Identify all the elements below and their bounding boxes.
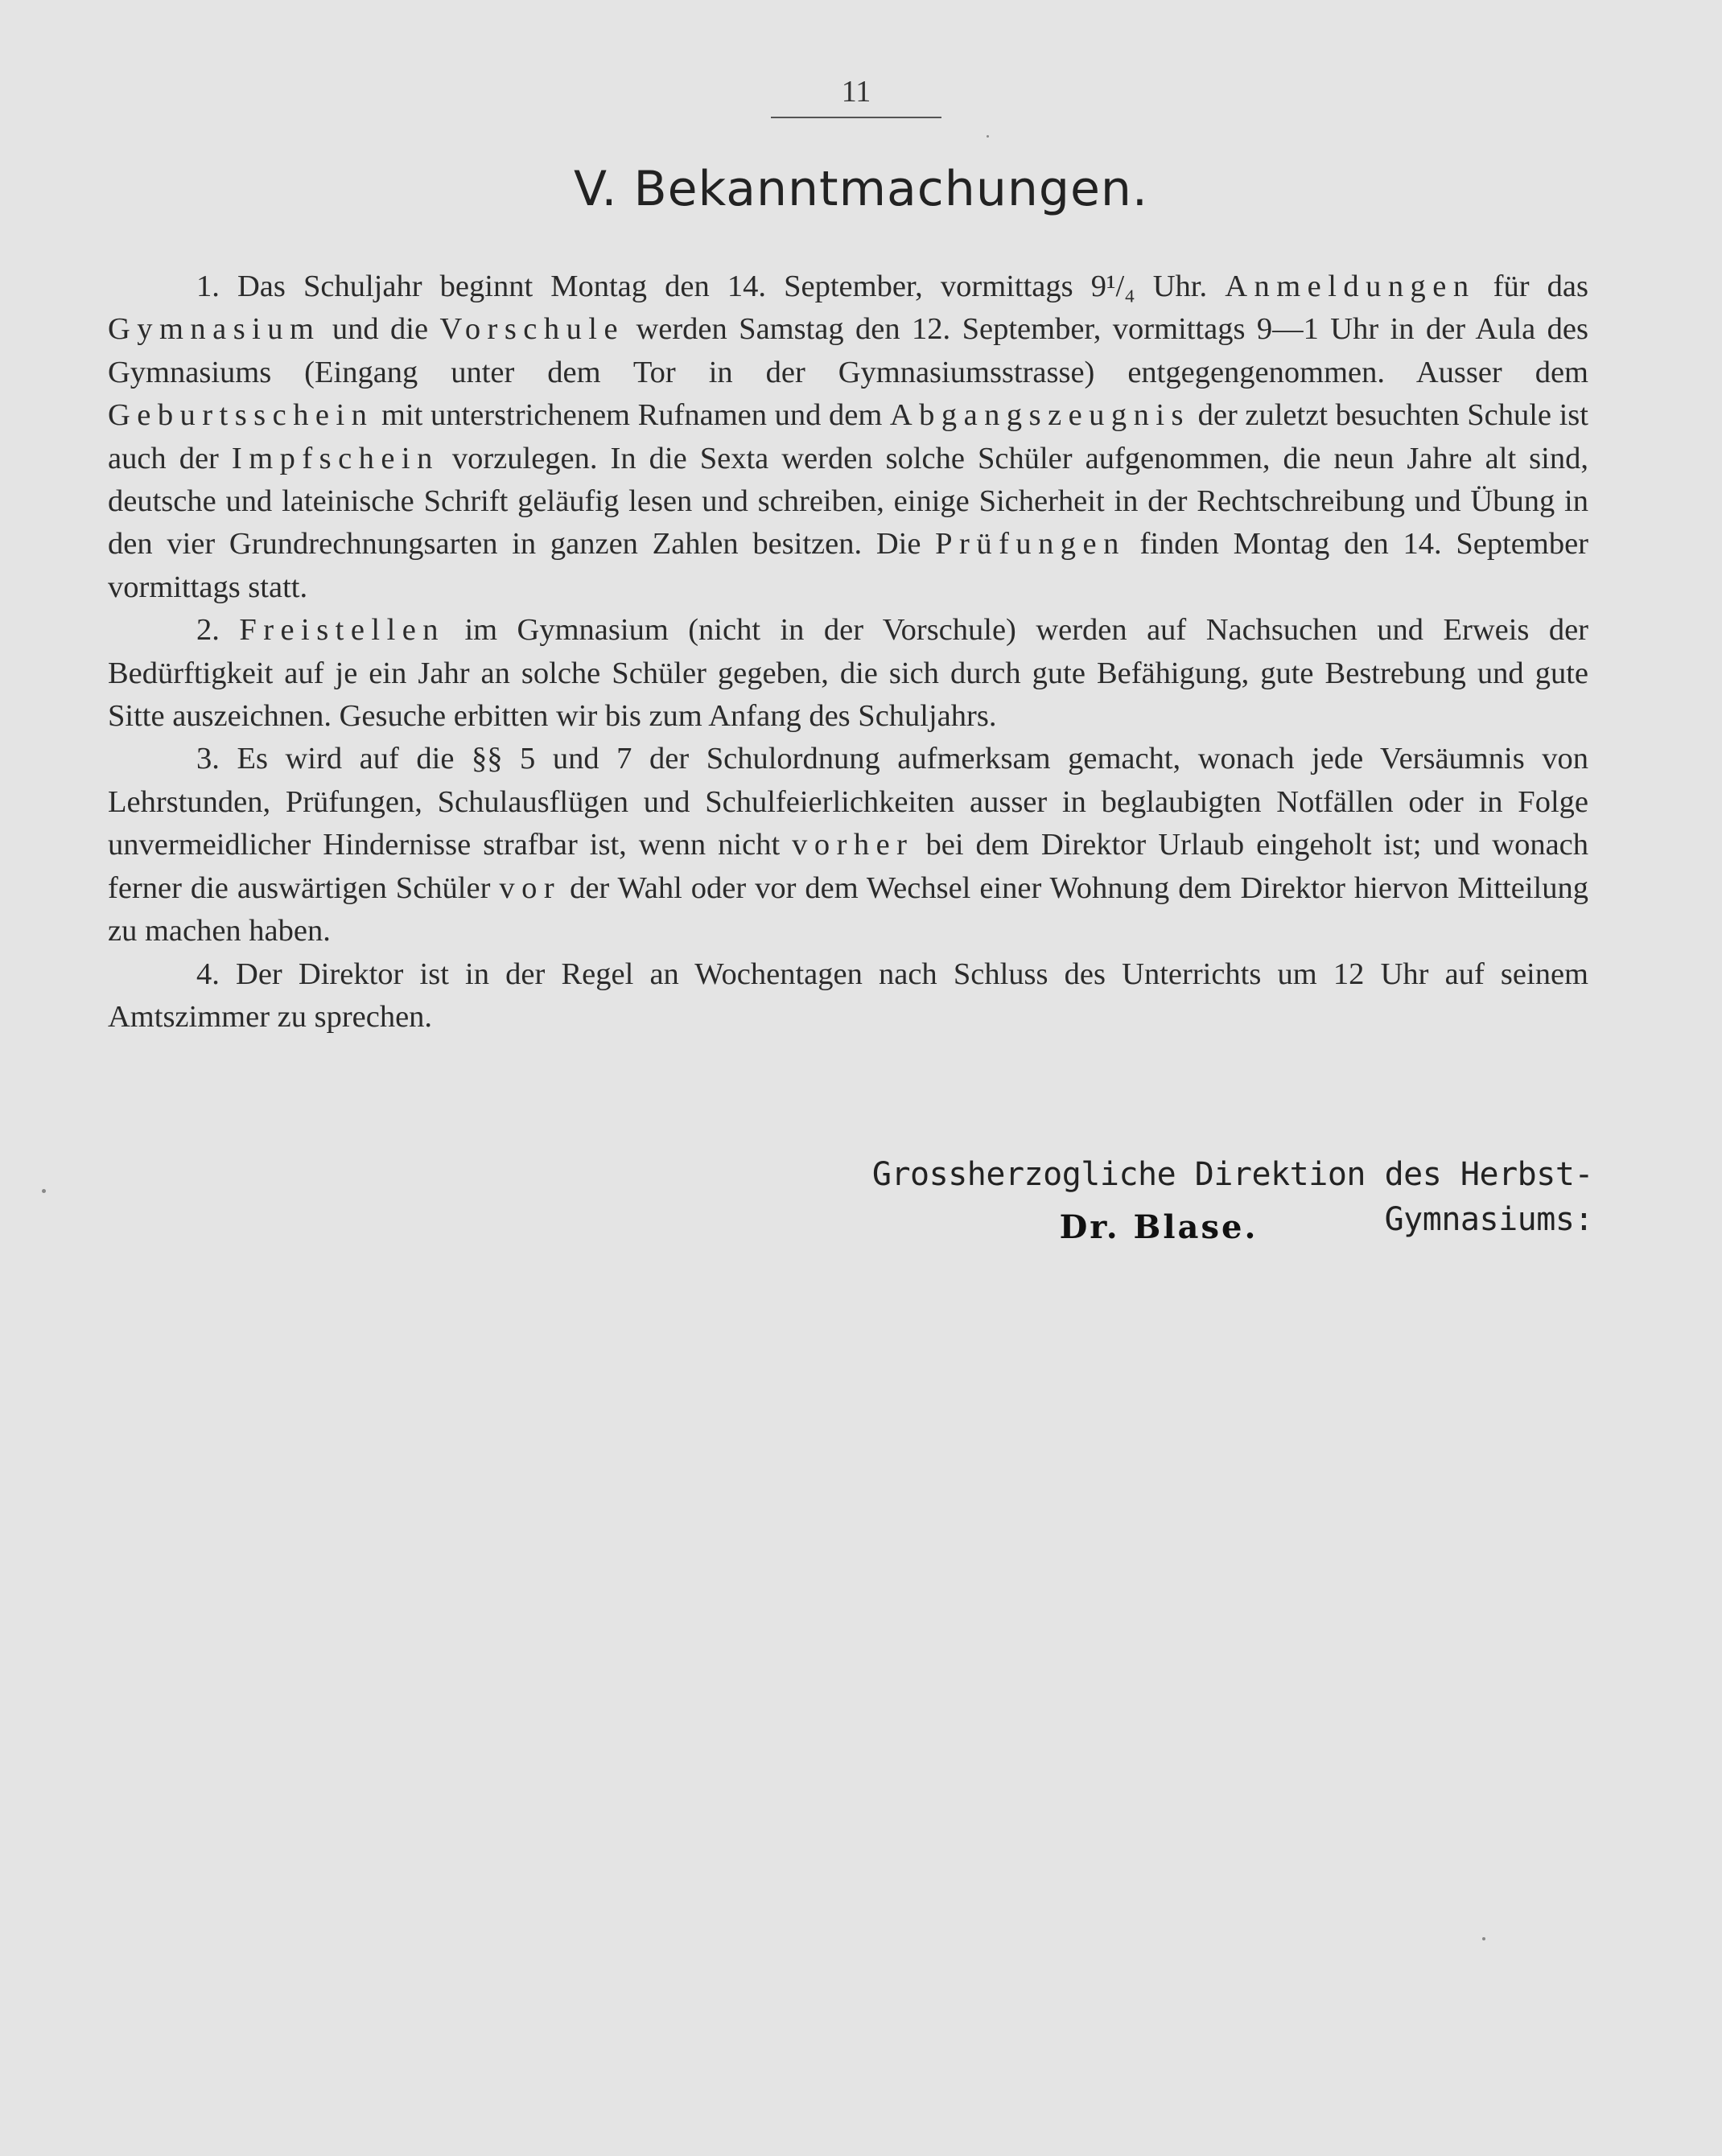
p1-text-k: der zuletzt besuchten Schule ist auch der — [108, 398, 1588, 475]
paragraph-4 — [108, 953, 1588, 1039]
p1-spaced-abgangszeugnis: Abgangszeugnis — [889, 398, 1190, 433]
paper-speck — [1482, 1937, 1485, 1940]
p3-spaced-vorher: vorher — [792, 828, 914, 862]
p3-text-a: 3. Es wird auf die §§ 5 und 7 der Schulordnung aufmerksam gemacht, wonach jede Versäumnis von Lehrstunden, Prüfungen, Schulausflügen und Schulfeierlichkeiten ausser in beglaubigten Notfällen oder in Folge unvermeidlicher Hindernisse strafbar ist, wenn nicht — [108, 742, 1588, 862]
p1-spaced-gymnasium: Gymnasium — [108, 312, 321, 347]
p2-text-a: 2. — [196, 613, 240, 648]
p4-text-a: 4. Der Direktor ist in der Regel an Wochentagen nach Schluss des Unterrichts um 12 Uhr auf seinem Amtszimmer zu sprechen. — [108, 957, 1588, 1034]
p1-text-a: 1. Das Schuljahr beginnt Montag den 14. September, vormittags 9¹/₄ Uhr. — [196, 270, 1226, 303]
paragraph-1 — [108, 265, 1588, 609]
p1-text-e: und die — [320, 312, 440, 347]
signature-office: Grossherzogliche Direktion des Herbst-Gymnasiums: — [871, 1156, 1593, 1238]
p1-text-c: für das — [1475, 270, 1588, 303]
p1-text-o: finden Montag den 14. September vormittags statt. — [108, 527, 1588, 604]
section-title: V. Bekanntmachungen. — [574, 161, 1148, 217]
page-number-rule — [771, 117, 941, 118]
signature-name: Dr. Blase. — [1059, 1208, 1259, 1246]
p2-spaced-freistellen: Freistellen — [239, 613, 446, 648]
p2-text-c: im Gymnasium (nicht in der Vorschule) werden auf Nachsuchen und Erweis der Bedürftigkeit auf je ein Jahr an solche Schüler gegeben, die sich durch gute Befähigung, gute Bestrebung und gute Sitte auszeichnen. Gesuche erbitten wir bis zum Anfang des Schuljahrs. — [108, 613, 1588, 734]
p1-spaced-geburtsschein: Geburtsschein — [108, 398, 374, 433]
paragraph-2 — [108, 609, 1588, 738]
p3-text-c: bei dem Direktor Urlaub eingeholt ist; und wonach ferner die auswärtigen Schüler — [108, 828, 1588, 905]
p1-text-i: mit unterstrichenem Rufnamen und dem — [373, 398, 890, 433]
paper-speck — [987, 135, 989, 138]
paragraph-3 — [108, 738, 1588, 953]
announcements-body — [108, 265, 1588, 1039]
p1-spaced-pruefungen: Prüfungen — [935, 527, 1126, 562]
p1-spaced-anmeldungen: Anmeldungen — [1225, 270, 1476, 303]
p1-spaced-impfschein: Impfschein — [231, 441, 439, 475]
p3-text-e: der Wahl oder vor dem Wechsel einer Wohnung dem Direktor hiervon Mitteilung zu machen haben. — [108, 870, 1588, 948]
paper-speck — [42, 1189, 46, 1193]
p1-spaced-vorschule: Vorschule — [439, 312, 625, 347]
p1-text-g: werden Samstag den 12. September, vormittags 9—1 Uhr in der Aula des Gymnasiums (Eingang unter dem Tor in der Gymnasiumsstrasse) entgegengenommen. Ausser dem — [108, 312, 1588, 389]
p1-text-m: vorzulegen. In die Sexta werden solche Schüler aufgenommen, die neun Jahre alt sind, deutsche und lateinische Schrift geläufig lesen und schreiben, einige Sicherheit in der Rechtschreibung und Übung in den vier Grundrechnungsarten in ganzen Zahlen besitzen. Die — [108, 441, 1588, 562]
p3-spaced-vor: vor — [499, 870, 562, 905]
page-number: 11 — [841, 75, 871, 109]
